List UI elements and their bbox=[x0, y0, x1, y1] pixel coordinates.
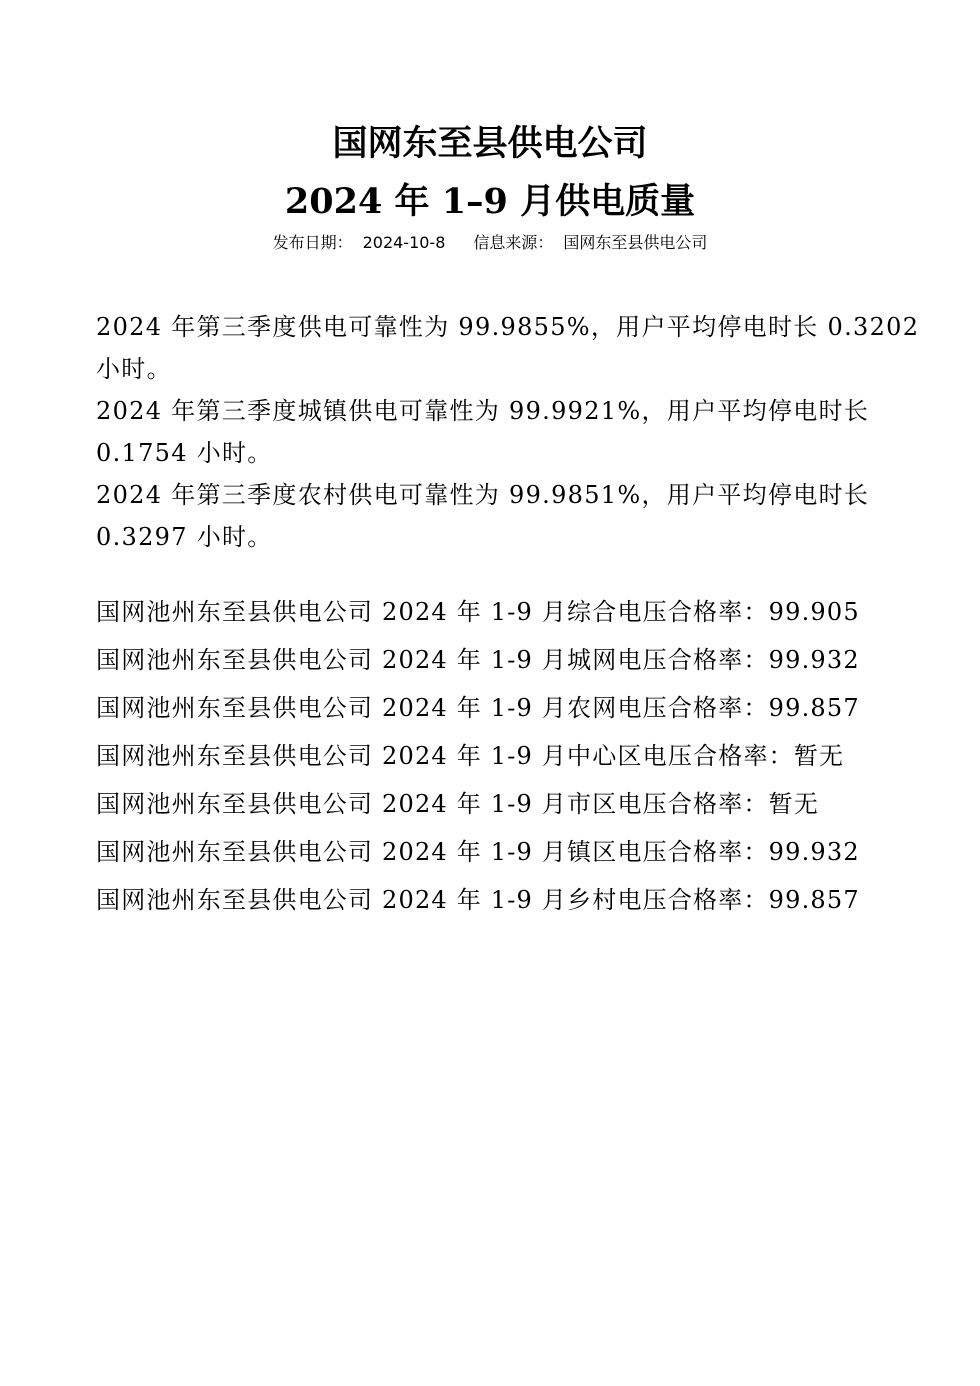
reliability-section bbox=[96, 306, 920, 558]
document-subtitle: 2024 年 1–9 月供电质量 bbox=[284, 181, 696, 222]
voltage-rate-line: 国网池州东至县供电公司 2024 年 1-9 月综合电压合格率：99.905 bbox=[96, 598, 860, 626]
voltage-rate-line: 国网池州东至县供电公司 2024 年 1-9 月镇区电压合格率：99.932 bbox=[96, 838, 860, 866]
info-source-value: 国网东至县供电公司 bbox=[563, 233, 708, 252]
document-title: 国网东至县供电公司 bbox=[332, 123, 648, 164]
voltage-rate-line: 国网池州东至县供电公司 2024 年 1-9 月乡村电压合格率：99.857 bbox=[96, 886, 860, 914]
reliability-line: 小时。 bbox=[96, 355, 172, 383]
publish-date-label: 发布日期： bbox=[272, 233, 353, 252]
info-source-label: 信息来源： bbox=[473, 233, 554, 252]
reliability-line: 2024 年第三季度城镇供电可靠性为 99.9921%，用户平均停电时长 bbox=[96, 397, 870, 425]
voltage-rate-line: 国网池州东至县供电公司 2024 年 1-9 月中心区电压合格率：暂无 bbox=[96, 742, 845, 770]
reliability-line: 2024 年第三季度供电可靠性为 99.9855%，用户平均停电时长 0.3202 bbox=[96, 313, 920, 341]
reliability-line: 0.3297 小时。 bbox=[96, 523, 273, 551]
voltage-rate-line: 国网池州东至县供电公司 2024 年 1-9 月农网电压合格率：99.857 bbox=[96, 694, 860, 722]
reliability-line: 2024 年第三季度农村供电可靠性为 99.9851%，用户平均停电时长 bbox=[96, 481, 870, 509]
voltage-rate-line: 国网池州东至县供电公司 2024 年 1-9 月城网电压合格率：99.932 bbox=[96, 646, 860, 674]
reliability-line: 0.1754 小时。 bbox=[96, 439, 273, 467]
voltage-qualification-section bbox=[96, 588, 896, 924]
voltage-rate-line: 国网池州东至县供电公司 2024 年 1-9 月市区电压合格率：暂无 bbox=[96, 790, 820, 818]
publish-info bbox=[0, 232, 980, 254]
publish-date-value: 2024-10-8 bbox=[362, 233, 446, 252]
